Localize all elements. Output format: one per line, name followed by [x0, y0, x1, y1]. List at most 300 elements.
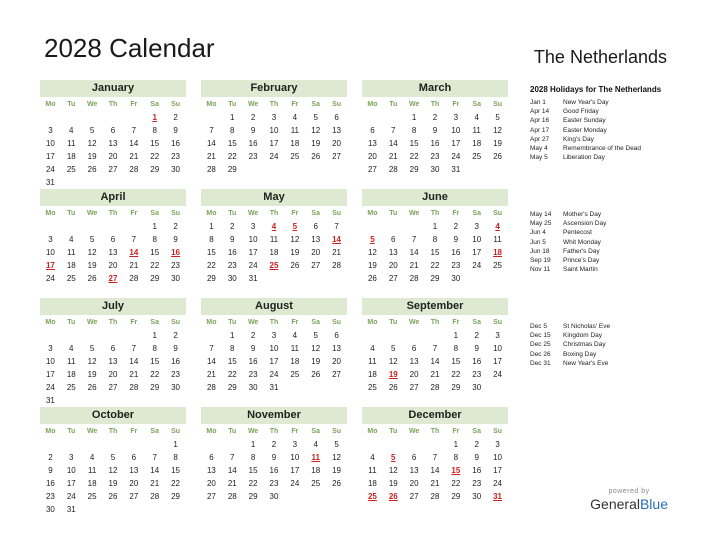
day-cell: 14 — [129, 357, 139, 366]
week-row — [40, 233, 186, 246]
week-row — [40, 394, 186, 407]
day-cell: 17 — [493, 466, 503, 475]
day-cell: 6 — [313, 222, 318, 231]
month-december — [362, 407, 508, 503]
day-cell: 18 — [66, 370, 76, 379]
weekday-label: Sa — [150, 428, 159, 435]
empty-day-cell — [165, 503, 186, 516]
day-cell: 13 — [108, 248, 118, 257]
weekday-label: Sa — [311, 101, 320, 108]
day-cell: 24 — [66, 492, 76, 501]
day-cell: 6 — [209, 453, 214, 462]
day-cell: 27 — [367, 165, 377, 174]
day-cell: 21 — [206, 152, 216, 161]
day-cell: 27 — [388, 274, 398, 283]
empty-day-cell — [82, 176, 103, 189]
day-cell: 1 — [411, 113, 417, 122]
day-cell: 2 — [474, 440, 479, 449]
day-cell: 6 — [131, 453, 137, 462]
day-cell: 4 — [292, 331, 298, 340]
day-cell: 29 — [451, 383, 461, 392]
day-cell: 29 — [206, 274, 216, 283]
empty-day-cell — [487, 163, 508, 176]
week-row — [201, 490, 347, 503]
day-cell: 25 — [311, 479, 321, 488]
week-row — [362, 329, 508, 342]
day-cell: 18 — [367, 479, 377, 488]
month-title: February — [201, 80, 347, 97]
day-cell: 30 — [451, 274, 461, 283]
day-cell: 12 — [290, 235, 300, 244]
weekday-label: Su — [171, 428, 181, 435]
day-cell: 11 — [67, 248, 76, 257]
day-cell: 26 — [367, 274, 377, 283]
weekday-label: Fr — [452, 210, 460, 217]
day-cell: 4 — [292, 113, 298, 122]
day-cell: 19 — [332, 466, 342, 475]
month-title: June — [362, 189, 508, 206]
holiday-date: Dec 15 — [530, 332, 551, 340]
holiday-name: New Year's Day — [563, 99, 609, 106]
day-cell: 29 — [227, 165, 237, 174]
holiday-group — [530, 322, 705, 368]
empty-day-cell — [103, 329, 124, 342]
empty-day-cell — [284, 163, 305, 176]
day-cell: 22 — [150, 370, 160, 379]
day-cell: 20 — [409, 479, 419, 488]
day-cell: 10 — [66, 466, 76, 475]
day-cell: 13 — [409, 357, 419, 366]
weekday-label: Su — [171, 101, 181, 108]
day-cell: 4 — [370, 453, 375, 462]
day-cell: 9 — [271, 453, 277, 462]
empty-day-cell — [305, 272, 326, 285]
weekday-label: Tu — [389, 319, 398, 326]
day-cell: 22 — [206, 261, 216, 270]
day-cell: 7 — [334, 222, 339, 231]
day-cell: 11 — [67, 139, 76, 148]
weekday-label: Th — [269, 210, 279, 217]
week-row — [201, 259, 347, 272]
day-cell: 10 — [45, 357, 55, 366]
day-cell: 26 — [311, 152, 321, 161]
day-cell: 21 — [332, 248, 342, 257]
weekday-label: Tu — [228, 319, 237, 326]
day-cell: 2 — [250, 331, 256, 340]
day-cell: 30 — [269, 492, 279, 501]
holiday-date: Dec 26 — [530, 350, 551, 358]
empty-day-cell — [82, 220, 103, 233]
day-cell: 25 — [87, 492, 97, 501]
holiday-name: Prince's Day — [563, 256, 600, 264]
brand-logo — [590, 488, 668, 512]
empty-day-cell — [404, 329, 425, 342]
day-cell: 18 — [290, 357, 300, 366]
day-cell: 21 — [430, 370, 440, 379]
week-row — [362, 124, 508, 137]
day-cell: 21 — [227, 479, 237, 488]
month-title: September — [362, 298, 508, 315]
holiday-item — [530, 228, 705, 237]
day-cell: 2 — [173, 331, 178, 340]
weekday-header — [201, 207, 347, 220]
day-cell: 13 — [332, 126, 342, 135]
day-cell: 25 — [66, 274, 76, 283]
week-row — [201, 137, 347, 150]
empty-day-cell — [466, 163, 487, 176]
day-cell: 8 — [209, 235, 214, 244]
empty-day-cell — [466, 272, 487, 285]
day-cell: 30 — [248, 383, 258, 392]
day-cell: 17 — [66, 479, 76, 488]
day-cell: 19 — [311, 139, 321, 148]
day-cell: 5 — [89, 344, 95, 353]
holiday-item — [530, 219, 705, 228]
day-cell: 14 — [388, 139, 398, 148]
day-cell: 22 — [409, 152, 419, 161]
holiday-item — [530, 265, 705, 274]
empty-day-cell — [362, 438, 383, 451]
day-cell: 15 — [150, 248, 160, 257]
day-cell: 1 — [152, 113, 157, 122]
day-cell: 27 — [206, 492, 216, 501]
day-cell: 6 — [334, 331, 339, 340]
day-cell: 13 — [129, 466, 139, 475]
day-cell: 29 — [430, 274, 440, 283]
day-cell: 8 — [453, 344, 459, 353]
day-cell: 15 — [451, 466, 461, 475]
empty-day-cell — [305, 490, 326, 503]
day-cell: 17 — [451, 139, 461, 148]
day-cell: 21 — [388, 152, 398, 161]
day-cell: 18 — [311, 466, 321, 475]
empty-day-cell — [165, 394, 186, 407]
holiday-name: St Nicholas' Eve — [563, 323, 611, 330]
empty-day-cell — [61, 220, 82, 233]
day-cell: 23 — [171, 261, 181, 270]
holiday-item — [530, 359, 705, 368]
day-cell: 6 — [411, 453, 417, 462]
empty-day-cell — [383, 329, 404, 342]
day-cell: 3 — [250, 222, 256, 231]
week-row — [201, 272, 347, 285]
day-cell: 27 — [409, 383, 419, 392]
day-cell: 20 — [367, 152, 377, 161]
weekday-label: Su — [171, 319, 181, 326]
day-cell: 5 — [89, 126, 95, 135]
day-cell: 5 — [313, 113, 318, 122]
day-cell: 25 — [367, 492, 377, 501]
day-cell: 9 — [230, 235, 235, 244]
day-cell: 3 — [48, 235, 53, 244]
weekday-label: Su — [332, 210, 342, 217]
day-cell: 20 — [409, 370, 419, 379]
holiday-item — [530, 247, 705, 256]
day-cell: 7 — [209, 126, 214, 135]
empty-day-cell — [82, 329, 103, 342]
empty-day-cell — [61, 329, 82, 342]
day-cell: 13 — [409, 466, 419, 475]
week-row — [362, 220, 508, 233]
day-cell: 15 — [206, 248, 216, 257]
empty-day-cell — [404, 438, 425, 451]
day-cell: 2 — [48, 453, 53, 462]
day-cell: 17 — [45, 152, 55, 161]
day-cell: 10 — [290, 453, 300, 462]
week-row — [201, 150, 347, 163]
weekday-label: Su — [493, 210, 503, 217]
day-cell: 21 — [409, 261, 419, 270]
holiday-date: May 4 — [530, 144, 548, 152]
day-cell: 6 — [110, 126, 116, 135]
day-cell: 11 — [368, 357, 377, 366]
weekday-label: Mo — [367, 210, 378, 217]
day-cell: 1 — [453, 440, 459, 449]
day-cell: 29 — [171, 492, 181, 501]
day-cell: 5 — [334, 440, 339, 449]
weekday-label: Tu — [67, 428, 76, 435]
month-title: August — [201, 298, 347, 315]
weekday-header — [362, 316, 508, 329]
week-row — [362, 355, 508, 368]
empty-day-cell — [82, 503, 103, 516]
day-cell: 5 — [292, 222, 298, 231]
day-cell: 29 — [409, 165, 419, 174]
holiday-item — [530, 107, 705, 116]
holiday-name: Liberation Day — [563, 154, 605, 162]
day-cell: 29 — [150, 383, 160, 392]
brand-name — [590, 496, 668, 512]
day-cell: 17 — [472, 248, 482, 257]
holiday-date: May 5 — [530, 154, 548, 162]
day-cell: 18 — [367, 370, 377, 379]
day-cell: 7 — [432, 344, 438, 353]
day-cell: 11 — [290, 126, 299, 135]
day-cell: 20 — [332, 357, 342, 366]
holiday-group — [530, 210, 705, 274]
day-cell: 19 — [87, 152, 97, 161]
day-cell: 15 — [227, 357, 237, 366]
week-row — [40, 150, 186, 163]
weekday-label: Mo — [367, 428, 378, 435]
day-cell: 31 — [451, 165, 461, 174]
day-cell: 4 — [370, 344, 375, 353]
day-cell: 29 — [248, 492, 258, 501]
day-cell: 28 — [206, 165, 216, 174]
week-row — [201, 111, 347, 124]
day-cell: 10 — [45, 248, 55, 257]
day-cell: 13 — [332, 344, 342, 353]
brand-name-part1: General — [590, 496, 640, 512]
day-cell: 18 — [472, 139, 482, 148]
day-cell: 23 — [451, 261, 461, 270]
day-cell: 17 — [45, 370, 55, 379]
week-row — [40, 438, 186, 451]
day-cell: 8 — [250, 453, 256, 462]
day-cell: 24 — [493, 370, 503, 379]
week-row — [362, 438, 508, 451]
day-cell: 9 — [453, 235, 459, 244]
weekday-label: Fr — [291, 319, 299, 326]
holiday-date: Jan 1 — [530, 99, 546, 106]
weekday-label: Su — [332, 428, 342, 435]
day-cell: 7 — [131, 126, 137, 135]
weekday-header — [362, 425, 508, 438]
day-cell: 31 — [45, 396, 55, 405]
day-cell: 23 — [472, 479, 482, 488]
empty-day-cell — [123, 394, 144, 407]
day-cell: 19 — [108, 479, 118, 488]
day-cell: 5 — [391, 453, 396, 462]
day-cell: 12 — [332, 453, 342, 462]
day-cell: 27 — [332, 152, 342, 161]
day-cell: 8 — [152, 344, 157, 353]
week-row — [40, 176, 186, 189]
holiday-date: Apr 16 — [530, 117, 550, 125]
day-cell: 24 — [45, 165, 55, 174]
day-cell: 30 — [430, 165, 440, 174]
empty-day-cell — [61, 438, 82, 451]
day-cell: 22 — [430, 261, 440, 270]
day-cell: 11 — [311, 453, 320, 462]
weekday-label: Th — [108, 101, 118, 108]
day-cell: 12 — [311, 344, 321, 353]
day-cell: 11 — [472, 126, 481, 135]
weekday-label: Mo — [45, 428, 56, 435]
empty-day-cell — [82, 438, 103, 451]
day-cell: 16 — [248, 139, 258, 148]
day-cell: 14 — [332, 235, 342, 244]
day-cell: 8 — [411, 126, 417, 135]
month-august — [201, 298, 347, 394]
day-cell: 25 — [367, 383, 377, 392]
day-cell: 24 — [45, 383, 55, 392]
weekday-label: Mo — [367, 319, 378, 326]
day-cell: 5 — [370, 235, 375, 244]
weekday-label: Fr — [291, 210, 299, 217]
day-cell: 6 — [334, 113, 339, 122]
empty-day-cell — [404, 220, 425, 233]
day-cell: 20 — [108, 370, 118, 379]
day-cell: 7 — [411, 235, 417, 244]
holiday-name: Christmas Day — [563, 341, 606, 349]
day-cell: 24 — [45, 274, 55, 283]
empty-day-cell — [201, 438, 222, 451]
day-cell: 5 — [110, 453, 116, 462]
day-cell: 2 — [250, 113, 256, 122]
day-cell: 27 — [332, 370, 342, 379]
holiday-item — [530, 331, 705, 340]
weekday-label: We — [247, 210, 259, 217]
day-cell: 8 — [152, 235, 157, 244]
day-cell: 9 — [250, 126, 256, 135]
weekday-label: Mo — [206, 428, 217, 435]
day-cell: 30 — [472, 383, 482, 392]
day-cell: 3 — [48, 344, 53, 353]
week-row — [201, 233, 347, 246]
empty-day-cell — [40, 329, 61, 342]
month-title: January — [40, 80, 186, 97]
day-cell: 4 — [89, 453, 95, 462]
empty-day-cell — [201, 329, 222, 342]
week-row — [362, 477, 508, 490]
weekday-label: Mo — [367, 101, 378, 108]
day-cell: 16 — [248, 357, 258, 366]
day-cell: 1 — [152, 331, 157, 340]
weekday-label: We — [247, 319, 259, 326]
day-cell: 11 — [493, 235, 502, 244]
day-cell: 15 — [150, 357, 160, 366]
week-row — [201, 329, 347, 342]
day-cell: 31 — [66, 505, 76, 514]
day-cell: 16 — [451, 248, 461, 257]
holiday-name: Pentecost — [563, 229, 592, 237]
weekday-label: Th — [430, 210, 440, 217]
day-cell: 25 — [66, 165, 76, 174]
day-cell: 2 — [271, 440, 277, 449]
weekday-header — [201, 98, 347, 111]
day-cell: 29 — [150, 165, 160, 174]
day-cell: 10 — [45, 139, 55, 148]
week-row — [40, 451, 186, 464]
weekday-label: Tu — [67, 319, 76, 326]
empty-day-cell — [144, 394, 165, 407]
week-row — [40, 355, 186, 368]
day-cell: 31 — [269, 383, 279, 392]
day-cell: 20 — [108, 152, 118, 161]
weekday-label: Sa — [472, 319, 481, 326]
day-cell: 12 — [493, 126, 503, 135]
weekday-label: Tu — [389, 210, 398, 217]
day-cell: 9 — [474, 453, 479, 462]
empty-day-cell — [362, 220, 383, 233]
day-cell: 11 — [67, 357, 76, 366]
holiday-date: Dec 31 — [530, 359, 551, 367]
day-cell: 15 — [227, 139, 237, 148]
day-cell: 16 — [171, 248, 181, 257]
day-cell: 16 — [269, 466, 279, 475]
day-cell: 4 — [495, 222, 500, 231]
month-title: December — [362, 407, 508, 424]
week-row — [362, 272, 508, 285]
day-cell: 10 — [248, 235, 258, 244]
day-cell: 21 — [129, 370, 139, 379]
holiday-name: Easter Sunday — [563, 117, 606, 125]
day-cell: 27 — [108, 274, 118, 283]
country-name: The Netherlands — [533, 47, 667, 67]
day-cell: 16 — [472, 357, 482, 366]
weekday-label: We — [408, 319, 420, 326]
day-cell: 22 — [227, 152, 237, 161]
day-cell: 31 — [45, 178, 55, 187]
empty-day-cell — [40, 111, 61, 124]
week-row — [40, 490, 186, 503]
day-cell: 12 — [108, 466, 118, 475]
day-cell: 3 — [48, 126, 53, 135]
day-cell: 26 — [108, 492, 118, 501]
weekday-label: Sa — [150, 210, 159, 217]
day-cell: 2 — [230, 222, 235, 231]
day-cell: 17 — [269, 139, 279, 148]
day-cell: 12 — [87, 248, 97, 257]
day-cell: 1 — [209, 222, 214, 231]
day-cell: 16 — [472, 466, 482, 475]
holiday-name: Good Friday — [563, 108, 599, 116]
day-cell: 22 — [150, 261, 160, 270]
day-cell: 27 — [409, 492, 419, 501]
empty-day-cell — [326, 272, 347, 285]
week-row — [362, 490, 508, 503]
